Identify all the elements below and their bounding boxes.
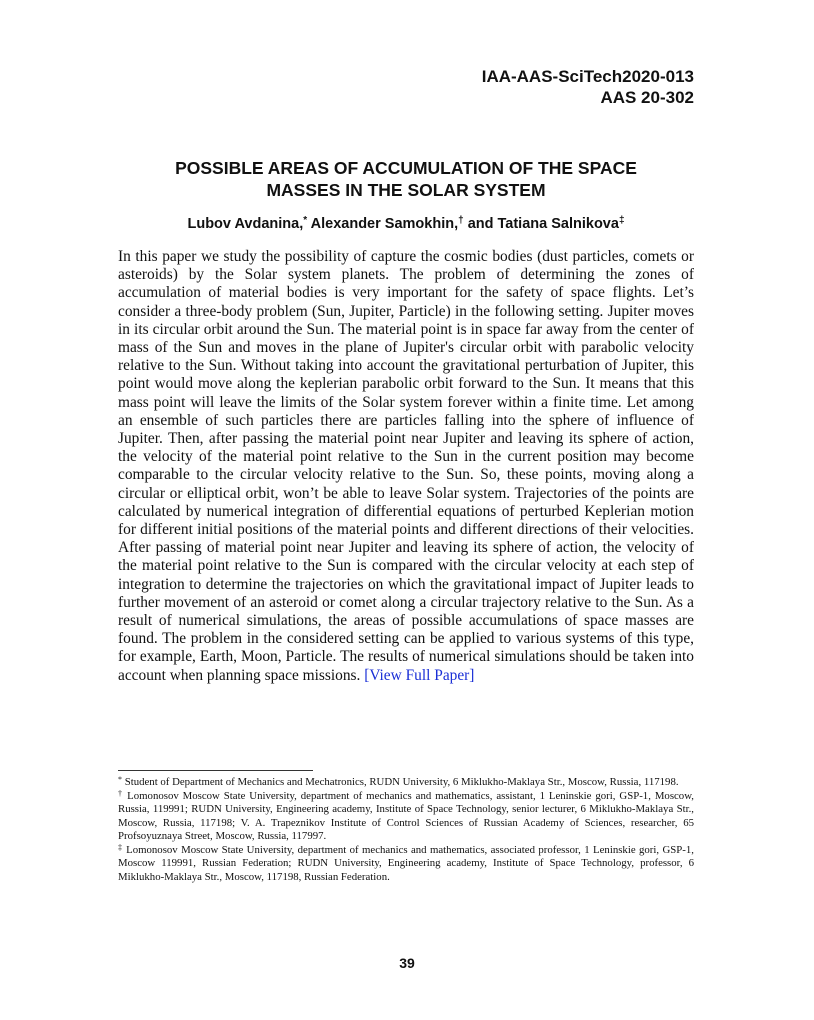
paper-title bbox=[118, 157, 694, 201]
author-2: Alexander Samokhin, bbox=[310, 216, 459, 232]
footnote-2-text: Lomonosov Moscow State University, department of mechanics and mathematics, assistant, 1 Leninskie gori, GSP-1, Moscow, Russia, 119991; RUDN University, Engineering academy, Institute of Space Technology, senior lecturer, 6 Miklukho-Maklaya Str., Moscow, Russia, 117198; V. A. Trapeznikov Institute of Control Sciences of Russian Academy of Sciences, researcher, 65 Profsoyuznaya Street, Moscow, Russia, 117997. bbox=[118, 789, 695, 842]
footnote-3 bbox=[118, 844, 694, 885]
footnote-2-mark: † bbox=[118, 788, 124, 798]
author-list bbox=[118, 214, 694, 234]
author-1-mark: * bbox=[303, 215, 308, 226]
paper-identifiers bbox=[482, 66, 694, 108]
author-3-mark: ‡ bbox=[618, 215, 625, 226]
author-3: and Tatiana Salnikova bbox=[467, 216, 619, 232]
abstract bbox=[118, 248, 694, 685]
author-2-mark: † bbox=[458, 215, 464, 226]
view-full-paper-link[interactable]: [View Full Paper] bbox=[364, 666, 475, 684]
author-1: Lubov Avdanina, bbox=[187, 216, 304, 232]
abstract-text: In this paper we study the possibility of capture the cosmic bodies (dust particles, comets or asteroids) by the Solar system planets. The problem of determining the zones of accumulation of material bodies is very important for the safety of space flights. Let’s consider a three-body problem (Sun, Jupiter, Particle) in the following setting. Jupiter moves in its circular orbit around the Sun. The material point is in space far away from the center of mass of the Sun and moves in the plane of Jupiter's circular orbit with parabolic velocity relative to the Sun. Without taking into account the gravitational perturbation of Jupiter, this point would move along the keplerian parabolic orbit forward to the Sun. It means that this mass point will leave the limits of the Solar system forever within a finite time. Let among an ensemble of such particles there are particles falling into the sphere of influence of Jupiter. Then, after passing the material point near Jupiter and leaving its sphere of action, the velocity of the material point relative to the Sun in the current position may become comparable to the circular velocity relative to the Sun. So, these points, moving along a circular or elliptical orbit, won’t be able to leave Solar system. Trajectories of the points are calculated by numerical integration of differential equations of perturbed Keplerian motion for different initial positions of the material points and different directions of their velocities. After passing of material point near Jupiter and leaving its sphere of action, the velocity of the material point relative to the Sun is compared with the circular velocity at each step of integration to determine the trajectories on which the gravitational impact of Jupiter leads to further movement of an asteroid or comet along a circular trajectory relative to the Sun. As a result of numerical simulations, the areas of possible accumulations of space masses are found. The problem in the considered setting can be applied to various systems of this type, for example, Earth, Moon, Particle. The results of numerical simulations should be taken into account when planning space missions. bbox=[118, 248, 694, 684]
paper-id: IAA-AAS-SciTech2020-013 bbox=[481, 67, 694, 86]
aas-number: AAS 20-302 bbox=[600, 88, 694, 107]
footnotes bbox=[118, 776, 694, 884]
footnote-1 bbox=[118, 776, 694, 790]
title-line-2: MASSES IN THE SOLAR SYSTEM bbox=[266, 180, 546, 200]
page-number: 39 bbox=[399, 955, 415, 971]
footnote-1-text: Student of Department of Mechanics and Mechatronics, RUDN University, 6 Miklukho-Maklaya Str., Moscow, Russia, 117198. bbox=[124, 776, 679, 788]
footnote-divider bbox=[118, 770, 313, 771]
footnote-3-text: Lomonosov Moscow State University, department of mechanics and mathematics, associated professor, 1 Leninskie gori, GSP-1, Moscow 119991, Russian Federation; RUDN University, Engineering academy, Institute of Space Technology, professor, 6 Miklukho-Maklaya Str., Moscow, 117198, Russian Federation. bbox=[118, 843, 694, 883]
footnote-2 bbox=[118, 790, 694, 844]
footnote-1-mark: * bbox=[118, 775, 122, 784]
footnote-3-mark: ‡ bbox=[118, 842, 123, 852]
title-line-1: POSSIBLE AREAS OF ACCUMULATION OF THE SPACE bbox=[175, 158, 637, 178]
